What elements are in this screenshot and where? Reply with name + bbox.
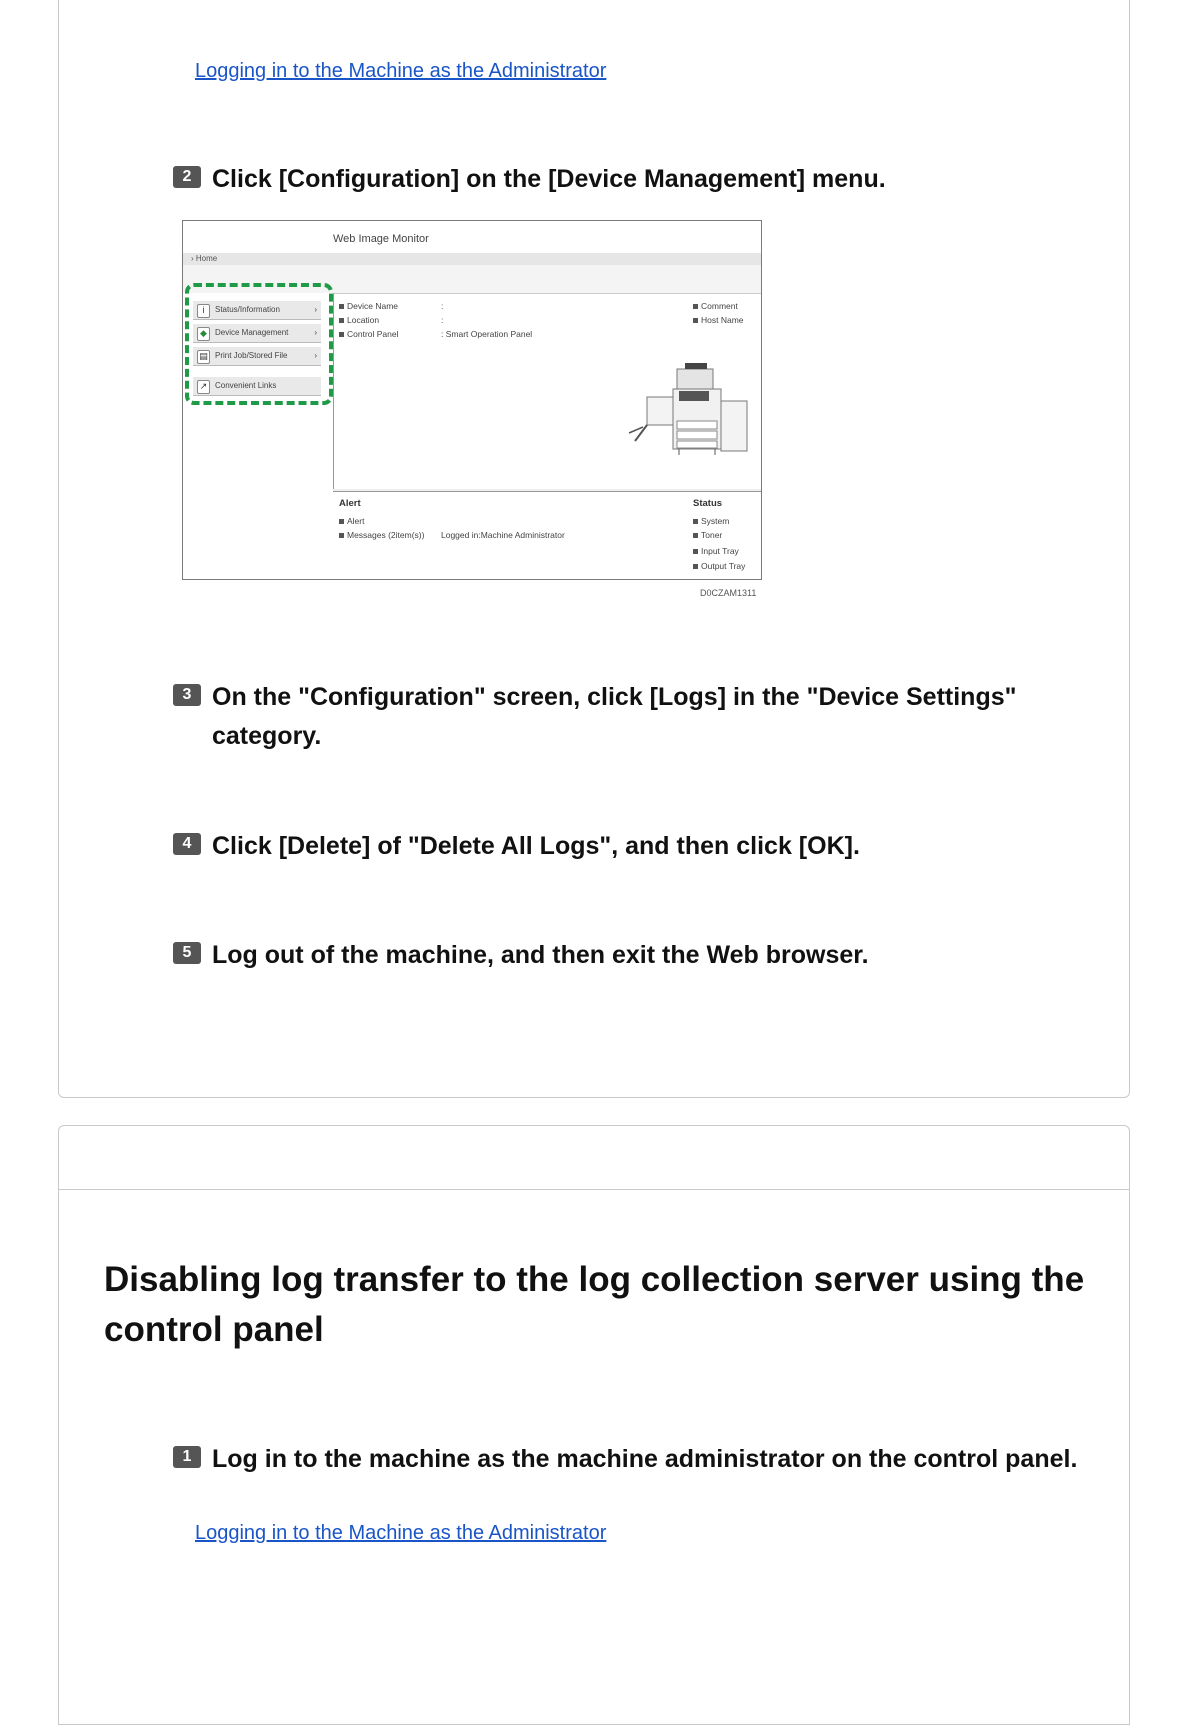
status-output-tray <box>693 561 745 571</box>
status-system <box>693 516 729 526</box>
info-control-panel-value: : Smart Operation Panel <box>441 329 533 339</box>
highlight-dashed-box <box>185 283 333 405</box>
info-label: Location <box>347 315 380 325</box>
alert-message: Logged in:Machine Administrator <box>441 530 565 540</box>
status-input-tray <box>693 546 739 556</box>
section-card-header <box>59 1126 1129 1190</box>
admin-login-link[interactable]: Logging in to the Machine as the Administrator <box>195 60 607 82</box>
info-control-panel <box>339 329 399 339</box>
device-management-icon: ◆ <box>197 327 210 341</box>
screenshot-breadcrumb <box>183 253 761 265</box>
step-number: 3 <box>173 684 201 706</box>
menu-label: Device Management <box>215 328 289 337</box>
step-2 <box>173 160 1093 199</box>
info-label: Device Name <box>347 301 399 311</box>
step-number: 5 <box>173 942 201 964</box>
info-host-name <box>693 315 744 325</box>
document-icon: ▤ <box>197 350 210 364</box>
info-location <box>339 315 379 325</box>
screenshot-titlebar <box>183 221 761 254</box>
chevron-right-icon: › <box>314 305 317 314</box>
step-text: Log in to the machine as the machine administrator on the control panel. <box>212 1445 1078 1473</box>
link-icon: ↗ <box>197 380 210 394</box>
status-label: Toner <box>701 530 723 540</box>
step-text: On the "Configuration" screen, click [Logs] in the "Device Settings" category. <box>212 683 1017 750</box>
menu-label: Convenient Links <box>215 381 277 390</box>
status-label: Input Tray <box>701 546 739 556</box>
step-number: 1 <box>173 1446 201 1468</box>
status-label: Output Tray <box>701 561 746 571</box>
section-title: Disabling log transfer to the log collection server using the control panel <box>104 1260 1085 1349</box>
step-number: 4 <box>173 833 201 855</box>
step-number: 2 <box>173 166 201 188</box>
alert-label: Alert <box>347 516 365 526</box>
info-label: Control Panel <box>347 329 399 339</box>
breadcrumb-text: › Home <box>191 254 218 263</box>
printer-illustration <box>623 361 762 481</box>
step-5 <box>173 936 1093 975</box>
step-1 <box>173 1440 1093 1479</box>
messages-item <box>339 530 424 540</box>
web-image-monitor-screenshot <box>182 220 762 580</box>
section-card <box>58 1125 1130 1725</box>
step-text: Log out of the machine, and then exit the Web browser. <box>212 941 869 969</box>
info-comment <box>693 301 738 311</box>
menu-label: Print Job/Stored File <box>215 351 288 360</box>
messages-label: Messages (2item(s)) <box>347 530 425 540</box>
alert-item <box>339 516 364 526</box>
admin-login-link-bottom[interactable]: Logging in to the Machine as the Administrator <box>195 1522 607 1544</box>
screenshot-title: Web Image Monitor <box>333 233 429 245</box>
info-device-name-value: : <box>441 301 444 311</box>
info-icon: i <box>197 304 210 318</box>
step-text: Click [Delete] of "Delete All Logs", and then click [OK]. <box>212 832 860 860</box>
info-location-value: : <box>441 315 444 325</box>
step-3 <box>173 678 1093 756</box>
screenshot-alert-status <box>333 491 761 579</box>
step-text: Click [Configuration] on the [Device Management] menu. <box>212 165 886 193</box>
menu-label: Status/Information <box>215 305 280 314</box>
alert-heading: Alert <box>339 498 361 509</box>
chevron-right-icon: › <box>314 351 317 360</box>
status-toner <box>693 530 722 540</box>
chevron-right-icon: › <box>314 328 317 337</box>
figure-caption: D0CZAM1311 <box>700 588 757 598</box>
status-heading: Status <box>693 498 723 509</box>
info-label: Comment <box>701 301 738 311</box>
info-label: Host Name <box>701 315 744 325</box>
info-device-name <box>339 301 398 311</box>
step-4 <box>173 827 1093 866</box>
status-label: System <box>701 516 730 526</box>
